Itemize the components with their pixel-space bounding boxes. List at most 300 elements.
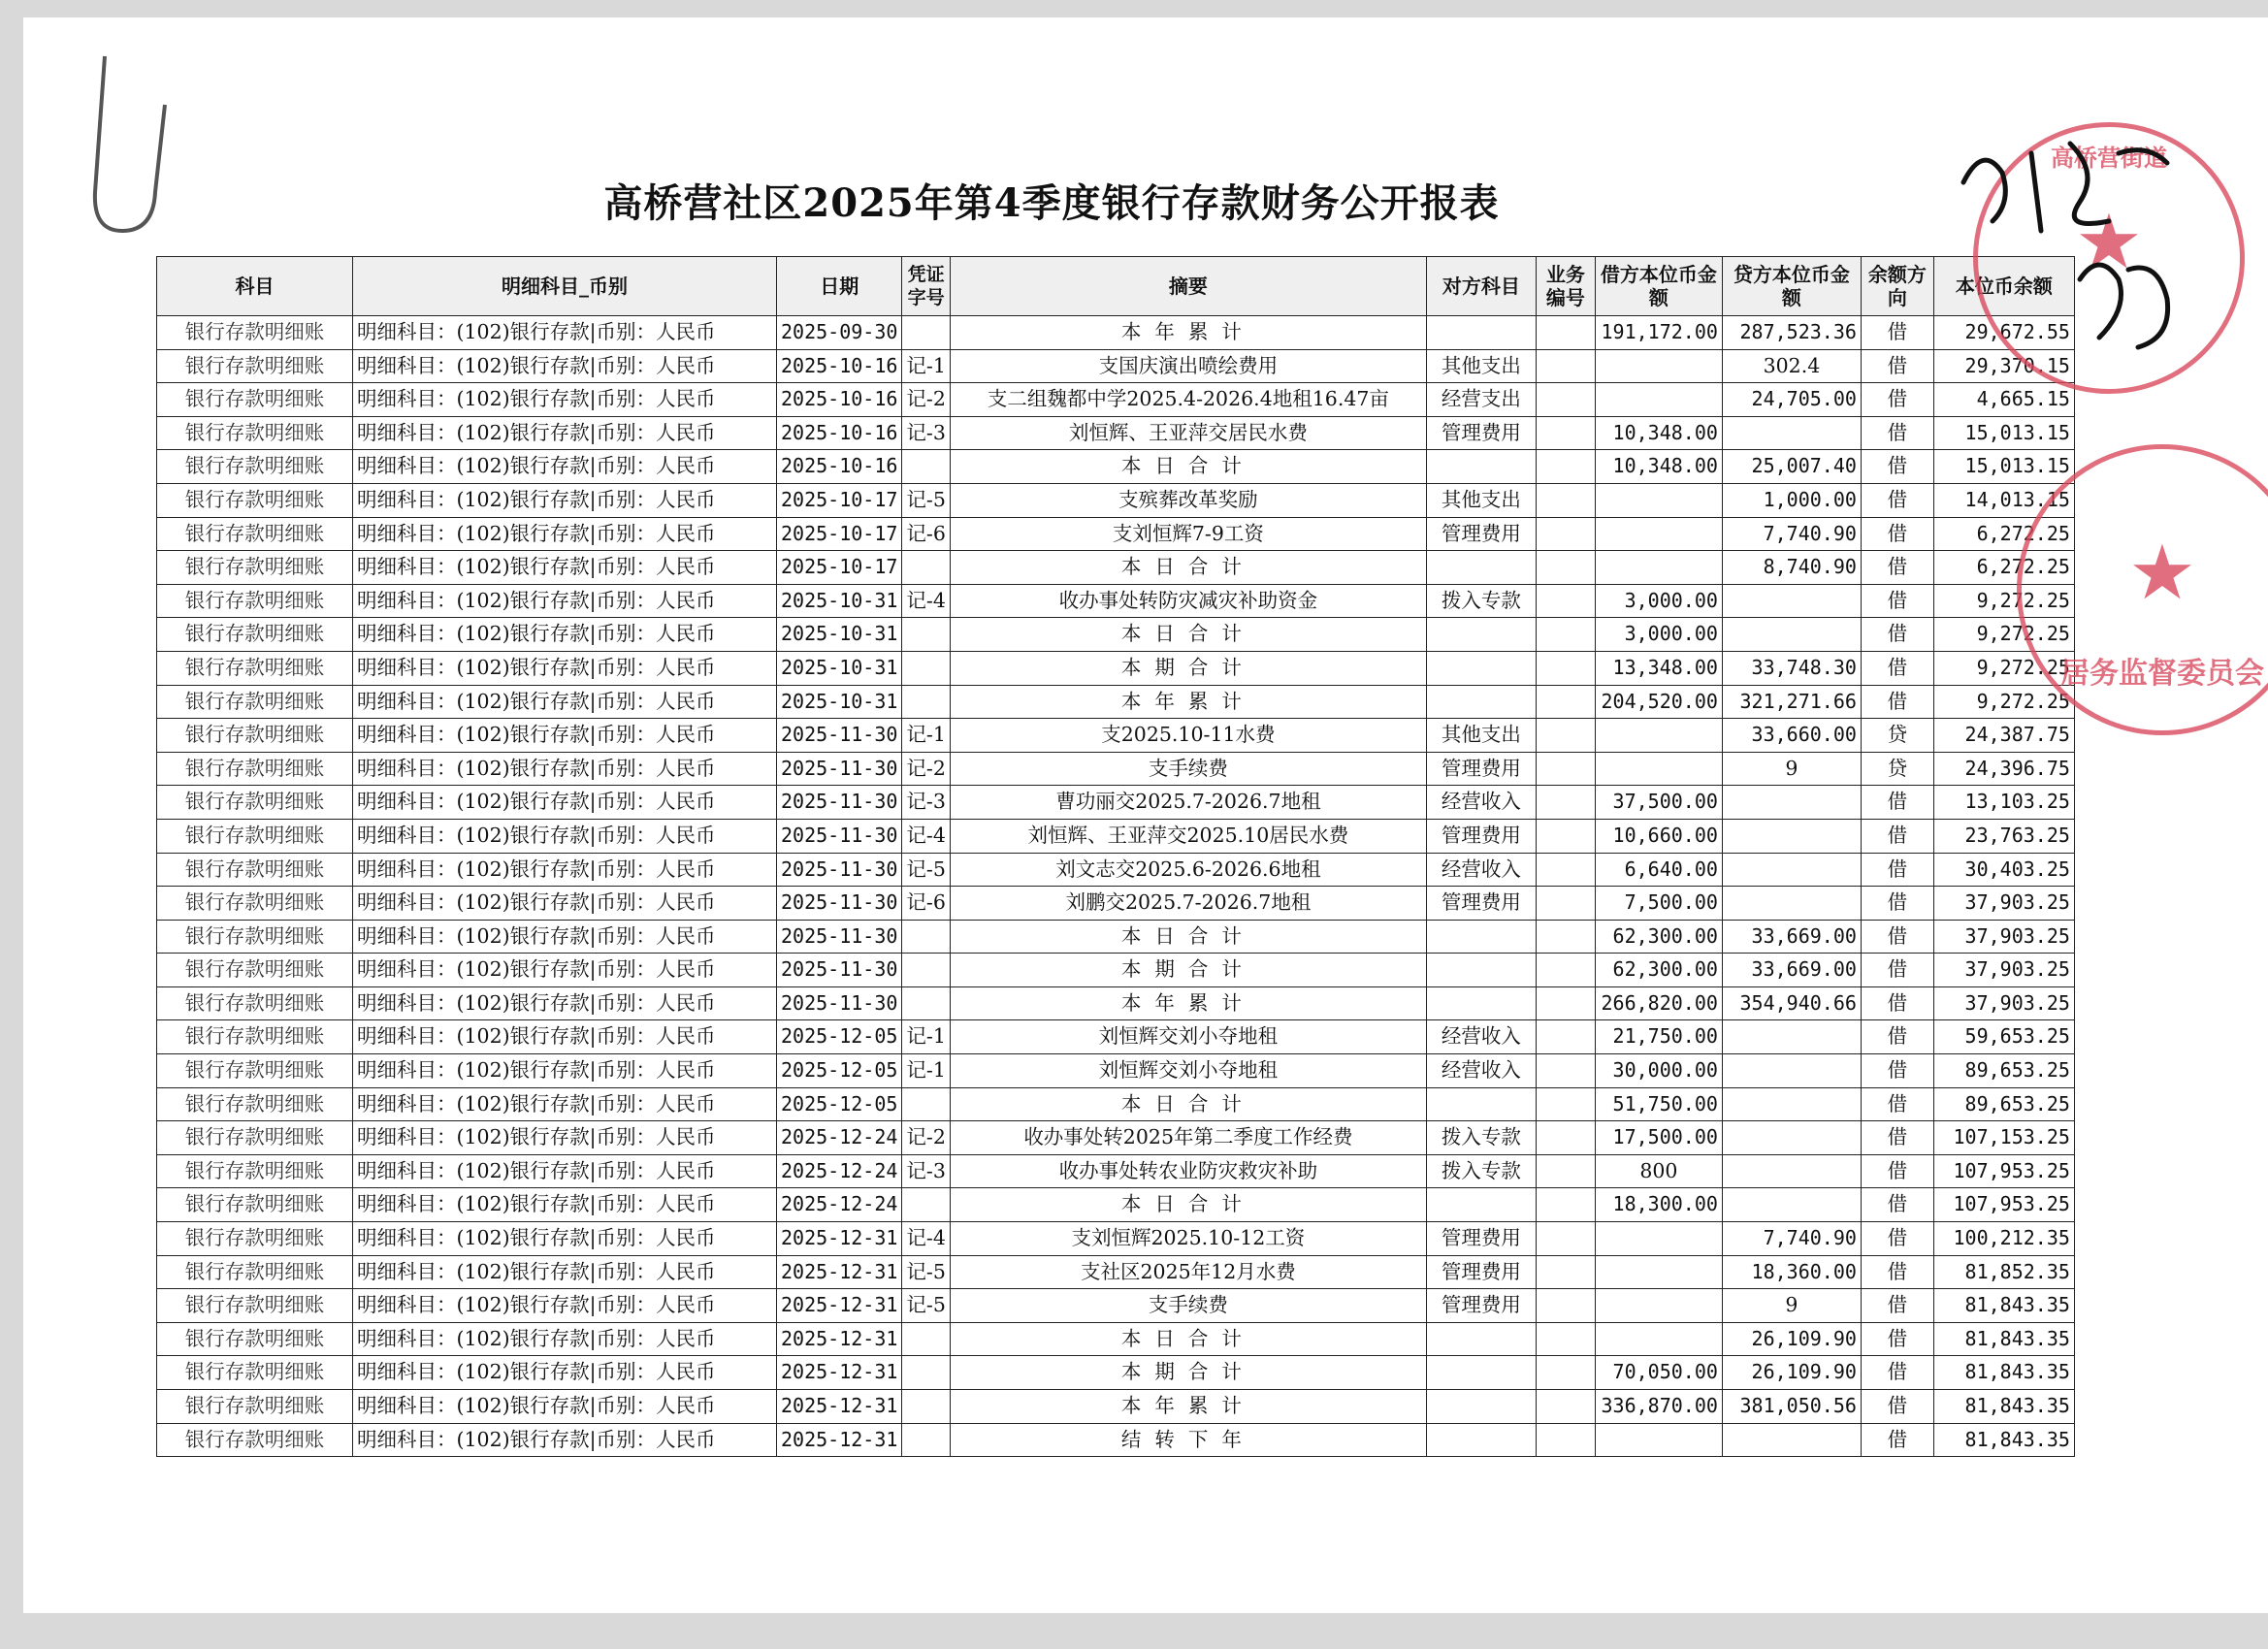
table-row: [157, 887, 2075, 921]
table-row: [157, 1322, 2075, 1356]
cell-debit: 13,348.00: [1595, 651, 1722, 685]
cell-balance: 37,903.25: [1933, 986, 2074, 1020]
cell-summary: 支刘恒辉2025.10-12工资: [950, 1222, 1426, 1256]
cell-credit: [1722, 1188, 1861, 1222]
table-row: [157, 1255, 2075, 1289]
cell-biz-no: [1536, 1423, 1595, 1457]
cell-direction: 借: [1861, 986, 1933, 1020]
cell-summary: 本日合计: [950, 1322, 1426, 1356]
cell-counter: 管理费用: [1426, 1255, 1536, 1289]
cell-biz-no: [1536, 786, 1595, 820]
cell-voucher: [902, 986, 950, 1020]
cell-debit: [1595, 483, 1722, 517]
cell-detail: 明细科目：(102)银行存款|币别：人民币: [353, 920, 777, 954]
cell-balance: 9,272.25: [1933, 584, 2074, 618]
cell-date: 2025-12-24: [777, 1154, 902, 1188]
cell-detail: 明细科目：(102)银行存款|币别：人民币: [353, 316, 777, 350]
cell-subject: 银行存款明细账: [157, 1154, 353, 1188]
cell-counter: 经营收入: [1426, 786, 1536, 820]
cell-subject: 银行存款明细账: [157, 719, 353, 753]
cell-credit: 321,271.66: [1722, 685, 1861, 719]
table-row: [157, 1121, 2075, 1155]
cell-subject: 银行存款明细账: [157, 1289, 353, 1323]
cell-subject: 银行存款明细账: [157, 349, 353, 383]
cell-credit: [1722, 1423, 1861, 1457]
cell-biz-no: [1536, 1322, 1595, 1356]
cell-counter: 管理费用: [1426, 752, 1536, 786]
cell-subject: 银行存款明细账: [157, 1222, 353, 1256]
cell-summary: 本日合计: [950, 551, 1426, 585]
table-row: [157, 853, 2075, 887]
cell-biz-no: [1536, 316, 1595, 350]
cell-counter: 管理费用: [1426, 1222, 1536, 1256]
cell-subject: 银行存款明细账: [157, 853, 353, 887]
cell-voucher: 记-6: [902, 887, 950, 921]
cell-debit: 3,000.00: [1595, 618, 1722, 652]
cell-balance: 107,953.25: [1933, 1188, 2074, 1222]
cell-date: 2025-12-31: [777, 1222, 902, 1256]
cell-direction: 借: [1861, 1255, 1933, 1289]
col-credit: 贷方本位币金额: [1722, 257, 1861, 316]
cell-debit: [1595, 1222, 1722, 1256]
cell-direction: 借: [1861, 416, 1933, 450]
cell-detail: 明细科目：(102)银行存款|币别：人民币: [353, 483, 777, 517]
cell-subject: 银行存款明细账: [157, 316, 353, 350]
cell-summary: 刘恒辉交刘小夺地租: [950, 1054, 1426, 1088]
cell-debit: [1595, 1322, 1722, 1356]
cell-debit: [1595, 1255, 1722, 1289]
cell-direction: 借: [1861, 483, 1933, 517]
cell-credit: 26,109.90: [1722, 1322, 1861, 1356]
table-row: [157, 954, 2075, 987]
cell-date: 2025-10-16: [777, 450, 902, 484]
cell-credit: 354,940.66: [1722, 986, 1861, 1020]
cell-biz-no: [1536, 719, 1595, 753]
cell-summary: 刘恒辉、王亚萍交居民水费: [950, 416, 1426, 450]
cell-balance: 15,013.15: [1933, 450, 2074, 484]
cell-date: 2025-10-31: [777, 651, 902, 685]
cell-balance: 37,903.25: [1933, 920, 2074, 954]
cell-balance: 15,013.15: [1933, 416, 2074, 450]
cell-voucher: 记-5: [902, 1255, 950, 1289]
cell-biz-no: [1536, 752, 1595, 786]
cell-voucher: [902, 618, 950, 652]
cell-summary: 本日合计: [950, 618, 1426, 652]
cell-debit: [1595, 752, 1722, 786]
col-balance: 本位币余额: [1933, 257, 2074, 316]
cell-voucher: 记-4: [902, 584, 950, 618]
cell-detail: 明细科目：(102)银行存款|币别：人民币: [353, 1054, 777, 1088]
cell-detail: 明细科目：(102)银行存款|币别：人民币: [353, 719, 777, 753]
cell-debit: 7,500.00: [1595, 887, 1722, 921]
cell-summary: 结转下年: [950, 1423, 1426, 1457]
cell-direction: 借: [1861, 517, 1933, 551]
cell-debit: [1595, 1289, 1722, 1323]
cell-detail: 明细科目：(102)银行存款|币别：人民币: [353, 1222, 777, 1256]
cell-date: 2025-11-30: [777, 986, 902, 1020]
cell-summary: 本年累计: [950, 1390, 1426, 1424]
cell-credit: 9: [1722, 1289, 1861, 1323]
cell-balance: 9,272.25: [1933, 618, 2074, 652]
cell-subject: 银行存款明细账: [157, 1255, 353, 1289]
cell-voucher: [902, 1322, 950, 1356]
cell-balance: 30,403.25: [1933, 853, 2074, 887]
cell-balance: 24,396.75: [1933, 752, 2074, 786]
cell-debit: 18,300.00: [1595, 1188, 1722, 1222]
cell-voucher: 记-5: [902, 483, 950, 517]
cell-direction: 借: [1861, 584, 1933, 618]
cell-direction: 借: [1861, 819, 1933, 853]
cell-counter: 经营收入: [1426, 853, 1536, 887]
cell-debit: 336,870.00: [1595, 1390, 1722, 1424]
col-subject: 科目: [157, 257, 353, 316]
table-row: [157, 483, 2075, 517]
cell-summary: 本年累计: [950, 986, 1426, 1020]
table-row: [157, 1356, 2075, 1390]
cell-detail: 明细科目：(102)银行存款|币别：人民币: [353, 383, 777, 417]
cell-balance: 59,653.25: [1933, 1020, 2074, 1054]
cell-date: 2025-12-31: [777, 1356, 902, 1390]
cell-credit: [1722, 853, 1861, 887]
cell-subject: 银行存款明细账: [157, 584, 353, 618]
seal-star-icon: ★: [2128, 529, 2196, 617]
cell-balance: 81,843.35: [1933, 1356, 2074, 1390]
cell-balance: 37,903.25: [1933, 954, 2074, 987]
cell-date: 2025-10-31: [777, 618, 902, 652]
cell-biz-no: [1536, 618, 1595, 652]
table-row: [157, 1390, 2075, 1424]
cell-credit: 26,109.90: [1722, 1356, 1861, 1390]
cell-biz-no: [1536, 1188, 1595, 1222]
cell-counter: [1426, 1322, 1536, 1356]
cell-direction: 借: [1861, 786, 1933, 820]
table-row: [157, 584, 2075, 618]
cell-balance: 6,272.25: [1933, 517, 2074, 551]
cell-credit: [1722, 618, 1861, 652]
cell-debit: [1595, 383, 1722, 417]
cell-detail: 明细科目：(102)银行存款|币别：人民币: [353, 517, 777, 551]
cell-balance: 13,103.25: [1933, 786, 2074, 820]
cell-counter: 拨入专款: [1426, 584, 1536, 618]
col-debit: 借方本位币金额: [1595, 257, 1722, 316]
cell-direction: 借: [1861, 1020, 1933, 1054]
cell-subject: 银行存款明细账: [157, 887, 353, 921]
cell-debit: [1595, 551, 1722, 585]
col-biz-no: 业务编号: [1536, 257, 1595, 316]
cell-biz-no: [1536, 584, 1595, 618]
cell-biz-no: [1536, 685, 1595, 719]
cell-biz-no: [1536, 1390, 1595, 1424]
col-counter: 对方科目: [1426, 257, 1536, 316]
cell-counter: 管理费用: [1426, 517, 1536, 551]
cell-detail: 明细科目：(102)银行存款|币别：人民币: [353, 1087, 777, 1121]
cell-subject: 银行存款明细账: [157, 1356, 353, 1390]
cell-debit: 10,348.00: [1595, 450, 1722, 484]
cell-subject: 银行存款明细账: [157, 651, 353, 685]
col-date: 日期: [777, 257, 902, 316]
cell-credit: 33,748.30: [1722, 651, 1861, 685]
cell-date: 2025-12-05: [777, 1054, 902, 1088]
cell-direction: 借: [1861, 1390, 1933, 1424]
cell-credit: 7,740.90: [1722, 517, 1861, 551]
report-title: 高桥营社区2025年第4季度银行存款财务公开报表: [603, 180, 1500, 226]
cell-debit: 6,640.00: [1595, 853, 1722, 887]
cell-detail: 明细科目：(102)银行存款|币别：人民币: [353, 1390, 777, 1424]
table-row: [157, 316, 2075, 350]
cell-date: 2025-10-16: [777, 349, 902, 383]
cell-balance: 89,653.25: [1933, 1054, 2074, 1088]
table-row: [157, 618, 2075, 652]
table-row: [157, 786, 2075, 820]
cell-counter: [1426, 551, 1536, 585]
table-row: [157, 1020, 2075, 1054]
cell-biz-no: [1536, 1121, 1595, 1155]
cell-credit: 9: [1722, 752, 1861, 786]
cell-direction: 借: [1861, 954, 1933, 987]
cell-counter: 管理费用: [1426, 416, 1536, 450]
cell-counter: [1426, 920, 1536, 954]
cell-date: 2025-12-24: [777, 1121, 902, 1155]
cell-date: 2025-10-17: [777, 483, 902, 517]
cell-voucher: 记-6: [902, 517, 950, 551]
cell-biz-no: [1536, 920, 1595, 954]
cell-balance: 81,843.35: [1933, 1289, 2074, 1323]
cell-counter: 其他支出: [1426, 719, 1536, 753]
cell-date: 2025-10-31: [777, 584, 902, 618]
cell-biz-no: [1536, 349, 1595, 383]
cell-summary: 支二组魏都中学2025.4-2026.4地租16.47亩: [950, 383, 1426, 417]
table-row: [157, 719, 2075, 753]
table-row: [157, 450, 2075, 484]
cell-voucher: [902, 920, 950, 954]
cell-subject: 银行存款明细账: [157, 383, 353, 417]
cell-date: 2025-10-17: [777, 551, 902, 585]
cell-counter: [1426, 685, 1536, 719]
cell-credit: 18,360.00: [1722, 1255, 1861, 1289]
cell-debit: 51,750.00: [1595, 1087, 1722, 1121]
cell-direction: 贷: [1861, 719, 1933, 753]
cell-counter: 其他支出: [1426, 483, 1536, 517]
cell-balance: 29,370.15: [1933, 349, 2074, 383]
table-row: [157, 1188, 2075, 1222]
cell-credit: [1722, 887, 1861, 921]
cell-debit: [1595, 719, 1722, 753]
cell-credit: 33,660.00: [1722, 719, 1861, 753]
cell-voucher: 记-2: [902, 383, 950, 417]
cell-direction: 借: [1861, 1423, 1933, 1457]
header-row: [157, 257, 2075, 316]
cell-date: 2025-10-17: [777, 517, 902, 551]
cell-detail: 明细科目：(102)银行存款|币别：人民币: [353, 1356, 777, 1390]
col-direction: 余额方向: [1861, 257, 1933, 316]
cell-credit: 8,740.90: [1722, 551, 1861, 585]
cell-date: 2025-09-30: [777, 316, 902, 350]
cell-debit: 10,660.00: [1595, 819, 1722, 853]
cell-credit: [1722, 416, 1861, 450]
cell-voucher: 记-2: [902, 752, 950, 786]
cell-date: 2025-11-30: [777, 920, 902, 954]
table-row: [157, 819, 2075, 853]
cell-detail: 明细科目：(102)银行存款|币别：人民币: [353, 786, 777, 820]
cell-counter: [1426, 1087, 1536, 1121]
table-row: [157, 651, 2075, 685]
seal-star-icon: ★: [2075, 198, 2143, 286]
cell-voucher: [902, 651, 950, 685]
cell-detail: 明细科目：(102)银行存款|币别：人民币: [353, 349, 777, 383]
cell-voucher: 记-1: [902, 719, 950, 753]
cell-balance: 107,153.25: [1933, 1121, 2074, 1155]
cell-direction: 借: [1861, 1322, 1933, 1356]
table-row: [157, 920, 2075, 954]
cell-summary: 支2025.10-11水费: [950, 719, 1426, 753]
cell-direction: 贷: [1861, 752, 1933, 786]
table-row: [157, 685, 2075, 719]
cell-date: 2025-10-31: [777, 685, 902, 719]
cell-counter: [1426, 1188, 1536, 1222]
cell-summary: 收办事处转农业防灾救灾补助: [950, 1154, 1426, 1188]
cell-subject: 银行存款明细账: [157, 517, 353, 551]
cell-credit: 25,007.40: [1722, 450, 1861, 484]
cell-direction: 借: [1861, 1222, 1933, 1256]
cell-direction: 借: [1861, 1121, 1933, 1155]
cell-debit: 191,172.00: [1595, 316, 1722, 350]
cell-summary: 支手续费: [950, 1289, 1426, 1323]
cell-voucher: 记-1: [902, 1054, 950, 1088]
cell-voucher: [902, 316, 950, 350]
cell-credit: [1722, 584, 1861, 618]
cell-biz-no: [1536, 986, 1595, 1020]
cell-summary: 本日合计: [950, 450, 1426, 484]
cell-biz-no: [1536, 383, 1595, 417]
cell-summary: 本期合计: [950, 954, 1426, 987]
cell-debit: 17,500.00: [1595, 1121, 1722, 1155]
cell-voucher: [902, 450, 950, 484]
cell-detail: 明细科目：(102)银行存款|币别：人民币: [353, 1020, 777, 1054]
cell-debit: 70,050.00: [1595, 1356, 1722, 1390]
table-row: [157, 1054, 2075, 1088]
cell-subject: 银行存款明细账: [157, 1087, 353, 1121]
cell-subject: 银行存款明细账: [157, 920, 353, 954]
cell-voucher: [902, 1356, 950, 1390]
cell-date: 2025-12-24: [777, 1188, 902, 1222]
cell-direction: 借: [1861, 887, 1933, 921]
cell-counter: 管理费用: [1426, 1289, 1536, 1323]
cell-summary: 本日合计: [950, 920, 1426, 954]
cell-subject: 银行存款明细账: [157, 786, 353, 820]
cell-balance: 29,672.55: [1933, 316, 2074, 350]
cell-summary: 本年累计: [950, 316, 1426, 350]
cell-credit: [1722, 1020, 1861, 1054]
cell-direction: 借: [1861, 349, 1933, 383]
cell-date: 2025-10-16: [777, 383, 902, 417]
cell-biz-no: [1536, 483, 1595, 517]
cell-voucher: [902, 1423, 950, 1457]
cell-subject: 银行存款明细账: [157, 450, 353, 484]
cell-voucher: [902, 954, 950, 987]
cell-date: 2025-12-31: [777, 1390, 902, 1424]
cell-balance: 9,272.25: [1933, 685, 2074, 719]
cell-subject: 银行存款明细账: [157, 551, 353, 585]
cell-detail: 明细科目：(102)银行存款|币别：人民币: [353, 853, 777, 887]
cell-direction: 借: [1861, 383, 1933, 417]
cell-date: 2025-11-30: [777, 887, 902, 921]
seal-text: 高桥营街道: [2051, 145, 2167, 172]
cell-balance: 81,843.35: [1933, 1423, 2074, 1457]
cell-voucher: 记-4: [902, 819, 950, 853]
cell-date: 2025-12-31: [777, 1423, 902, 1457]
cell-credit: 33,669.00: [1722, 954, 1861, 987]
cell-direction: 借: [1861, 1356, 1933, 1390]
cell-subject: 银行存款明细账: [157, 1020, 353, 1054]
cell-balance: 9,272.25: [1933, 651, 2074, 685]
cell-subject: 银行存款明细账: [157, 1423, 353, 1457]
cell-counter: [1426, 954, 1536, 987]
table-row: [157, 517, 2075, 551]
cell-summary: 本日合计: [950, 1087, 1426, 1121]
cell-voucher: 记-1: [902, 1020, 950, 1054]
cell-debit: 10,348.00: [1595, 416, 1722, 450]
cell-detail: 明细科目：(102)银行存款|币别：人民币: [353, 416, 777, 450]
cell-direction: 借: [1861, 316, 1933, 350]
cell-credit: 302.4: [1722, 349, 1861, 383]
ledger-table: [156, 256, 2075, 1457]
table-row: [157, 1222, 2075, 1256]
cell-subject: 银行存款明细账: [157, 752, 353, 786]
table-row: [157, 1087, 2075, 1121]
cell-date: 2025-10-16: [777, 416, 902, 450]
cell-biz-no: [1536, 1255, 1595, 1289]
cell-biz-no: [1536, 1154, 1595, 1188]
cell-debit: [1595, 517, 1722, 551]
cell-counter: 拨入专款: [1426, 1121, 1536, 1155]
cell-counter: [1426, 450, 1536, 484]
cell-direction: 借: [1861, 651, 1933, 685]
cell-counter: 管理费用: [1426, 819, 1536, 853]
cell-summary: 刘恒辉、王亚萍交2025.10居民水费: [950, 819, 1426, 853]
cell-credit: 33,669.00: [1722, 920, 1861, 954]
cell-balance: 81,843.35: [1933, 1322, 2074, 1356]
cell-balance: 24,387.75: [1933, 719, 2074, 753]
cell-subject: 银行存款明细账: [157, 1188, 353, 1222]
cell-date: 2025-12-31: [777, 1289, 902, 1323]
cell-balance: 14,013.15: [1933, 483, 2074, 517]
cell-direction: 借: [1861, 618, 1933, 652]
cell-biz-no: [1536, 1356, 1595, 1390]
cell-voucher: [902, 1390, 950, 1424]
cell-counter: 拨入专款: [1426, 1154, 1536, 1188]
cell-subject: 银行存款明细账: [157, 986, 353, 1020]
cell-summary: 本期合计: [950, 651, 1426, 685]
cell-voucher: [902, 551, 950, 585]
col-detail: 明细科目_币别: [353, 257, 777, 316]
cell-counter: [1426, 1423, 1536, 1457]
cell-counter: [1426, 618, 1536, 652]
cell-counter: 经营支出: [1426, 383, 1536, 417]
cell-subject: 银行存款明细账: [157, 1121, 353, 1155]
cell-biz-no: [1536, 954, 1595, 987]
cell-voucher: 记-3: [902, 786, 950, 820]
cell-summary: 本日合计: [950, 1188, 1426, 1222]
cell-date: 2025-12-31: [777, 1322, 902, 1356]
cell-detail: 明细科目：(102)银行存款|币别：人民币: [353, 1154, 777, 1188]
cell-summary: 支社区2025年12月水费: [950, 1255, 1426, 1289]
cell-detail: 明细科目：(102)银行存款|币别：人民币: [353, 551, 777, 585]
cell-debit: [1595, 349, 1722, 383]
cell-balance: 6,272.25: [1933, 551, 2074, 585]
cell-counter: 经营收入: [1426, 1020, 1536, 1054]
cell-biz-no: [1536, 853, 1595, 887]
cell-counter: [1426, 1390, 1536, 1424]
